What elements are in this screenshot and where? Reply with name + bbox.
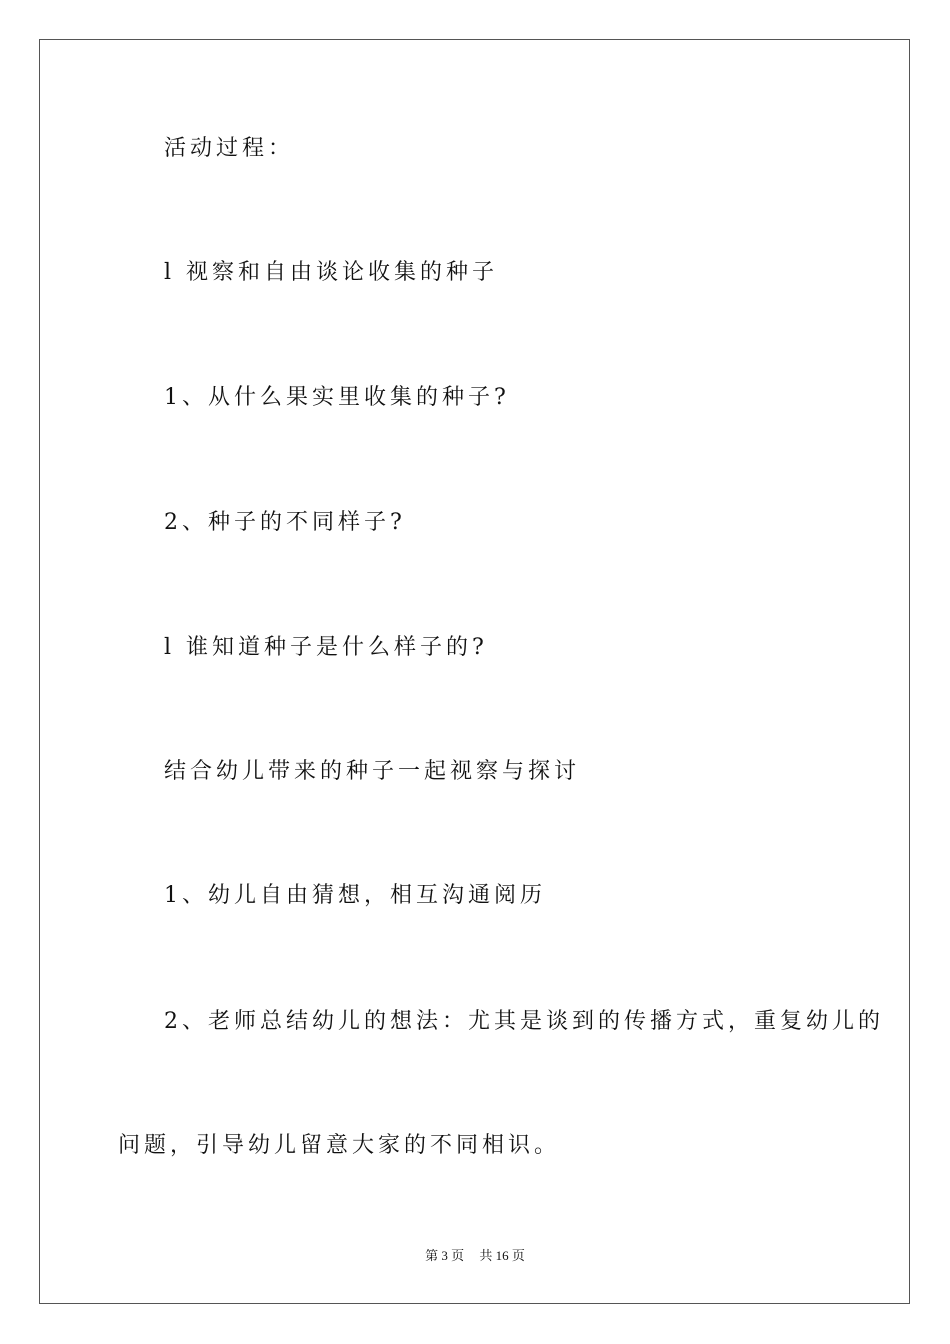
page-number: 第 3 页 — [425, 1248, 465, 1263]
list-item: 2、老师总结幼儿的想法：尤其是谈到的传播方式，重复幼儿的 — [164, 1009, 884, 1034]
page-total: 共 16 页 — [479, 1248, 525, 1263]
list-item: 1、从什么果实里收集的种子? — [164, 385, 510, 410]
list-item: 1、幼儿自由猜想，相互沟通阅历 — [164, 883, 546, 908]
page-footer — [0, 1246, 950, 1266]
paragraph-line: 结合幼儿带来的种子一起视察与探讨 — [164, 759, 581, 784]
list-item: l 视察和自由谈论收集的种子 — [164, 260, 499, 285]
list-item: l 谁知道种子是什么样子的? — [164, 635, 488, 660]
list-item: 2、种子的不同样子? — [164, 510, 406, 535]
paragraph-line: 问题，引导幼儿留意大家的不同相识。 — [118, 1133, 561, 1158]
page-frame — [39, 39, 910, 1304]
section-heading: 活动过程： — [164, 136, 295, 161]
